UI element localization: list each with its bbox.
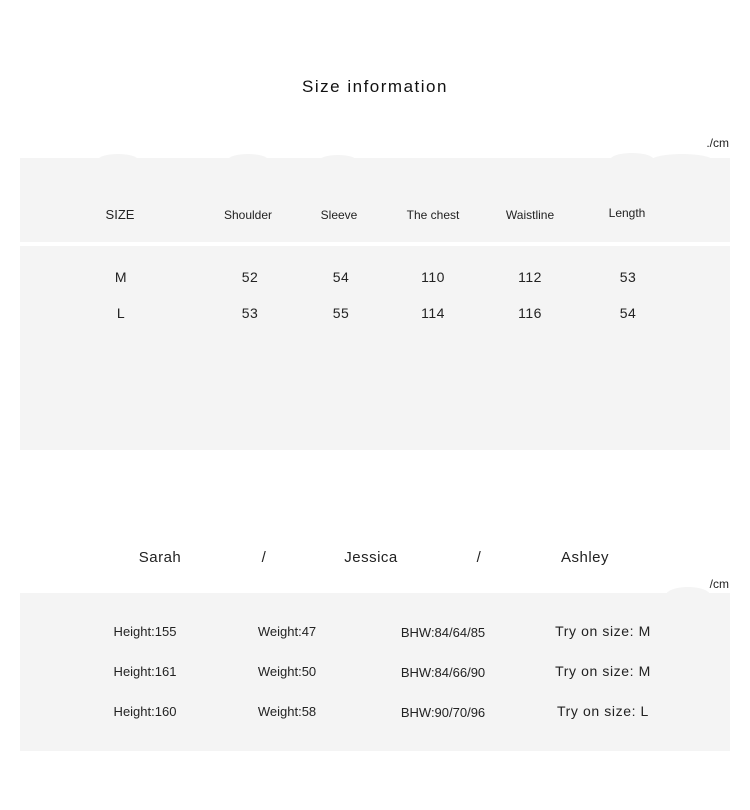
model-height: Height:155 bbox=[113, 624, 177, 639]
size-table-unit: ./cm bbox=[706, 136, 729, 150]
table-cell: 55 bbox=[332, 305, 350, 321]
name-separator: / bbox=[476, 549, 482, 566]
table-cell: 110 bbox=[421, 269, 445, 285]
header-sleeve: Sleeve bbox=[320, 208, 358, 222]
model-bhw: BHW:90/70/96 bbox=[400, 705, 486, 720]
table-cell: 54 bbox=[619, 305, 637, 321]
model-try-size: Try on size: L bbox=[557, 703, 649, 719]
model-bhw: BHW:84/66/90 bbox=[400, 665, 486, 680]
model-height: Height:161 bbox=[113, 664, 177, 679]
header-size: SIZE bbox=[105, 207, 135, 222]
model-name-ashley: Ashley bbox=[560, 549, 610, 566]
model-name-jessica: Jessica bbox=[344, 549, 398, 566]
size-l: L bbox=[116, 305, 126, 321]
table-cell: 52 bbox=[241, 269, 259, 285]
header-shoulder: Shoulder bbox=[223, 208, 273, 222]
model-table-unit: /cm bbox=[709, 577, 729, 591]
model-try-size: Try on size: M bbox=[555, 663, 651, 679]
model-weight: Weight:58 bbox=[257, 704, 317, 719]
model-try-size: Try on size: M bbox=[555, 623, 651, 639]
size-table-body bbox=[20, 246, 730, 450]
header-length: Length bbox=[608, 206, 646, 220]
size-table-header bbox=[20, 158, 730, 242]
size-m: M bbox=[114, 269, 128, 285]
model-bhw: BHW:84/64/85 bbox=[400, 625, 486, 640]
table-cell: 53 bbox=[241, 305, 259, 321]
header-chest: The chest bbox=[406, 208, 460, 222]
model-weight: Weight:47 bbox=[257, 624, 317, 639]
name-separator: / bbox=[261, 549, 267, 566]
model-name-sarah: Sarah bbox=[138, 549, 182, 566]
model-height: Height:160 bbox=[113, 704, 177, 719]
table-cell: 112 bbox=[518, 269, 542, 285]
page-title: Size information bbox=[302, 77, 448, 96]
table-cell: 54 bbox=[332, 269, 350, 285]
header-waistline: Waistline bbox=[505, 208, 555, 222]
model-weight: Weight:50 bbox=[257, 664, 317, 679]
table-cell: 116 bbox=[518, 305, 542, 321]
model-info-table bbox=[20, 593, 730, 751]
table-cell: 53 bbox=[619, 269, 637, 285]
table-cell: 114 bbox=[421, 305, 445, 321]
